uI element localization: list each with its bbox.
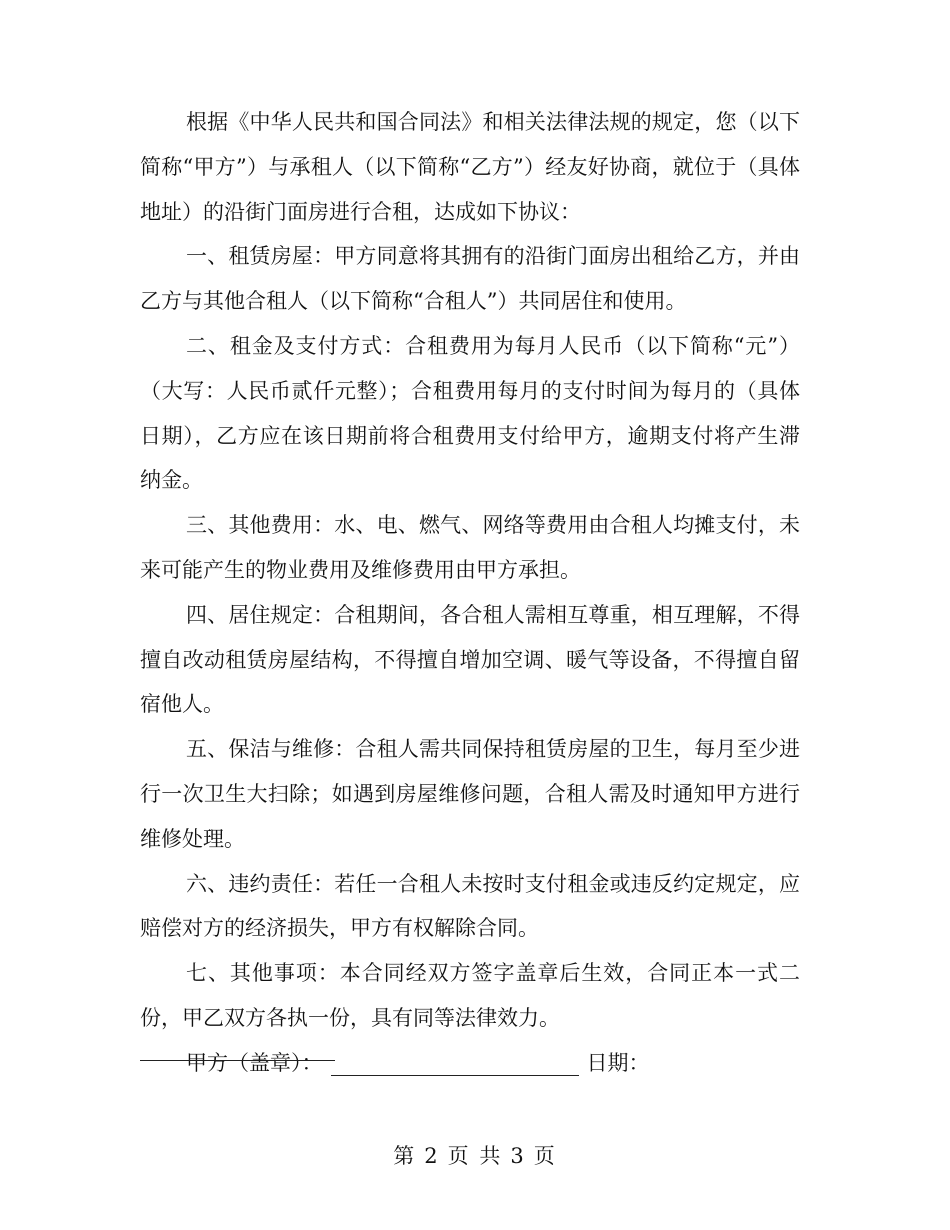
- clause-other-fees: 三、其他费用：水、电、燃气、网络等费用由合租人均摊支付，未来可能产生的物业费用及维修费用由甲方承担。: [140, 513, 800, 582]
- page-prefix: 第: [393, 1144, 417, 1168]
- page-suffix: 页: [533, 1144, 557, 1168]
- date-blank: [140, 1060, 335, 1061]
- clause-breach-liability: 六、违约责任：若任一合租人未按时支付租金或违反约定规定，应赔偿对方的经济损失，甲方有权解除合同。: [140, 871, 800, 941]
- clause-rent-payment: 二、租金及支付方式：合租费用为每月人民币（以下简称“元”）（大写：人民币贰仟元整）；合租费用每月的支付时间为每月的（具体日期），乙方应在该日期前将合租费用支付给甲方，逾期支付将产生滞纳金。: [140, 333, 800, 493]
- party-a-seal-blank: [331, 1051, 579, 1076]
- total-page-number: 3: [510, 1144, 526, 1168]
- page-footer: [0, 1140, 950, 1170]
- clause-cleaning-maintenance: 五、保洁与维修：合租人需共同保持租赁房屋的卫生，每月至少进行一次卫生大扫除；如遇到房屋维修问题，合租人需及时通知甲方进行维修处理。: [140, 737, 800, 851]
- signature-line: [140, 1041, 800, 1086]
- clause-other-matters: 七、其他事项：本合同经双方签字盖章后生效，合同正本一式二份，甲乙双方各执一份，具有同等法律效力。: [140, 961, 800, 1030]
- current-page-number: 2: [424, 1144, 440, 1168]
- page-middle: 页 共: [447, 1144, 503, 1168]
- intro-paragraph: 根据《中华人民共和国合同法》和相关法律法规的规定，您（以下简称“甲方”）与承租人（以下简称“乙方”）经友好协商，就位于（具体地址）的沿街门面房进行合租，达成如下协议：: [140, 110, 800, 224]
- contract-body: [140, 100, 800, 1086]
- party-a-seal-label: 甲方（盖章）：: [186, 1050, 323, 1075]
- clause-residence-rules: 四、居住规定：合租期间，各合租人需相互尊重，相互理解，不得擅自改动租赁房屋结构，不得擅自增加空调、暖气等设备，不得擅自留宿他人。: [140, 602, 800, 717]
- date-label: 日期：: [586, 1050, 650, 1075]
- clause-lease-premises: 一、租赁房屋：甲方同意将其拥有的沿街门面房出租给乙方，并由乙方与其他合租人（以下简称“合租人”）共同居住和使用。: [140, 244, 800, 314]
